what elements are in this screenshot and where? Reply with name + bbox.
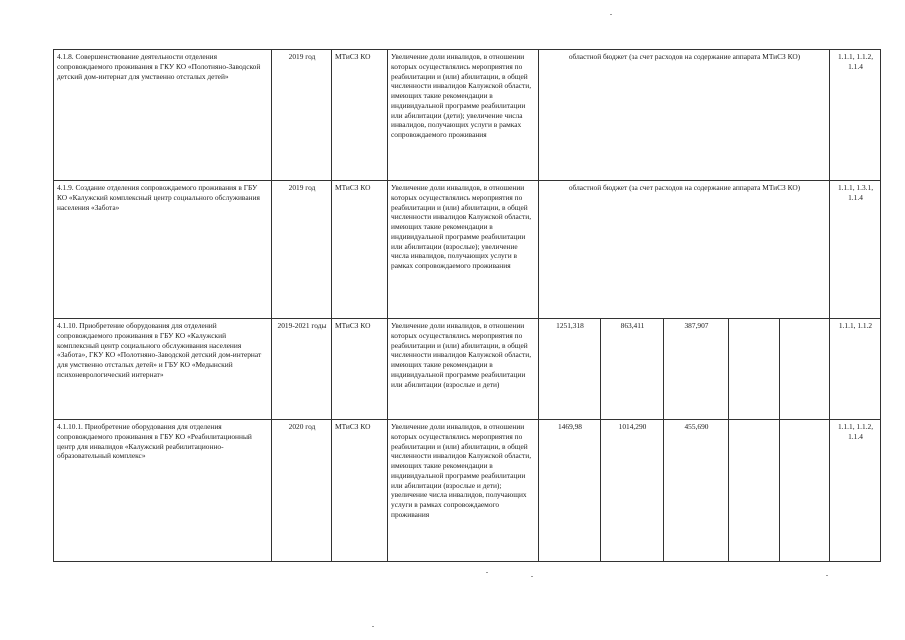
expected-result: Увеличение доли инвалидов, в отношении которых осуществлялись мероприятия по реабилитации и (или) абилитации, в общей численности инвалидов Калужской области, имеющих такие рекомендации в индивидуальной программе реабилитации или абилитации (взрослые и дети) [388,319,539,420]
target-indicators: 1.1.1, 1.1.2, 1.1.4 [830,50,881,181]
activity-period: 2019-2021 годы [272,319,332,420]
scan-speck [372,626,374,627]
target-indicators: 1.1.1, 1.1.2, 1.1.4 [830,420,881,562]
activity-period: 2019 год [272,181,332,319]
activity-title: 4.1.10.1. Приобретение оборудования для отделения сопровождаемого проживания в ГБУ КО «Реабилитационный центр для инвалидов «Калужский реабилитационно-образовательный комплекс» [54,420,272,562]
scan-speck [826,575,828,576]
target-indicators: 1.1.1, 1.3.1, 1.1.4 [830,181,881,319]
scan-speck [486,572,488,573]
activity-executor: МТиСЗ КО [332,181,388,319]
activity-executor: МТиСЗ КО [332,50,388,181]
funding-amount: 455,690 [664,420,729,562]
funding-amount: 863,411 [601,319,664,420]
funding-amount: 1014,290 [601,420,664,562]
expected-result: Увеличение доли инвалидов, в отношении которых осуществлялись мероприятия по реабилитации и (или) абилитации, в общей численности инвалидов Калужской области, имеющих такие рекомендации в индивидуальной программе реабилитации или абилитации (взрослые); увеличение числа инвалидов, получающих услуги в рамках сопровождаемого проживания [388,181,539,319]
expected-result: Увеличение доли инвалидов, в отношении которых осуществлялись мероприятия по реабилитации и (или) абилитации, в общей численности инвалидов Калужской области, имеющих такие рекомендации в индивидуальной программе реабилитации или абилитации (взрослые и дети); увеличение числа инвалидов, получающих услуги в рамках сопровождаемого проживания [388,420,539,562]
funding-source: областной бюджет (за счет расходов на содержание аппарата МТиСЗ КО) [539,50,830,181]
funding-empty-cell [729,420,780,562]
activity-title: 4.1.10. Приобретение оборудования для отделений сопровождаемого проживания в ГБУ КО «Калужский комплексный центр социального обслуживания населения «Забота», ГКУ КО «Полотняно-Заводской детский дом-интернат для умственно отсталых детей» и ГБУ КО «Медынский психоневрологический интернат» [54,319,272,420]
table-row [54,319,881,420]
activity-period: 2020 год [272,420,332,562]
table-row [54,420,881,562]
funding-source: областной бюджет (за счет расходов на содержание аппарата МТиСЗ КО) [539,181,830,319]
funding-amount: 387,907 [664,319,729,420]
funding-empty-cell [729,319,780,420]
program-activities-table [53,49,881,562]
funding-total: 1469,98 [539,420,601,562]
activity-title: 4.1.8. Совершенствование деятельности отделения сопровождаемого проживания в ГКУ КО «Полотняно-Заводской детский дом-интернат для умственно отсталых детей» [54,50,272,181]
funding-empty-cell [780,319,830,420]
activity-period: 2019 год [272,50,332,181]
table-row [54,50,881,181]
scan-speck [531,576,533,577]
table-row [54,181,881,319]
funding-empty-cell [780,420,830,562]
activity-executor: МТиСЗ КО [332,420,388,562]
activity-title: 4.1.9. Создание отделения сопровождаемого проживания в ГБУ КО «Калужский комплексный центр социального обслуживания населения «Забота» [54,181,272,319]
target-indicators: 1.1.1, 1.1.2 [830,319,881,420]
activity-executor: МТиСЗ КО [332,319,388,420]
scan-speck [610,14,612,15]
funding-total: 1251,318 [539,319,601,420]
expected-result: Увеличение доли инвалидов, в отношении которых осуществлялись мероприятия по реабилитации и (или) абилитации, в общей численности инвалидов Калужской области, имеющих такие рекомендации в индивидуальной программе реабилитации или абилитации (дети); увеличение числа инвалидов, получающих услуги в рамках сопровождаемого проживания [388,50,539,181]
